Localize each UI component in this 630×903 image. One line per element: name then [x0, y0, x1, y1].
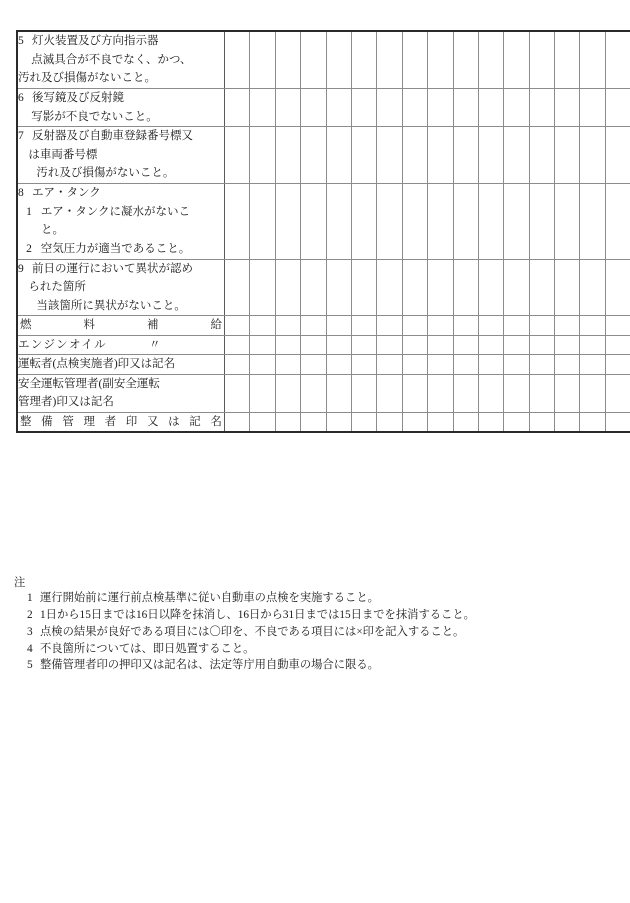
mark-cell[interactable] [326, 88, 351, 126]
mark-cell[interactable] [453, 316, 478, 335]
mark-cell[interactable] [275, 259, 300, 316]
mark-cell[interactable] [225, 374, 250, 412]
mark-cell[interactable] [605, 259, 630, 316]
mark-cell[interactable] [351, 31, 376, 88]
mark-cell[interactable] [478, 127, 503, 184]
mark-cell[interactable] [529, 316, 554, 335]
engine-oil-text [18, 336, 224, 354]
mark-cell[interactable] [402, 316, 427, 335]
mark-cell[interactable] [351, 184, 376, 260]
fuel-supply-text [18, 316, 224, 334]
mark-cell[interactable] [377, 412, 402, 432]
note-text: 1日から15日までは16日以降を抹消し、16日から31日までは15日までを抹消すること。 [40, 609, 475, 622]
mark-cell[interactable] [377, 355, 402, 374]
note-number: 3 [27, 625, 33, 638]
mark-cell[interactable] [326, 335, 351, 354]
table-row [17, 374, 630, 412]
mark-cell[interactable] [529, 88, 554, 126]
fuel-char: 料 [83, 319, 95, 332]
mark-cell[interactable] [275, 127, 300, 184]
mark-cell[interactable] [580, 335, 605, 354]
mark-cell[interactable] [301, 259, 326, 316]
table-row [17, 88, 630, 126]
mark-cell[interactable] [402, 335, 427, 354]
mark-cell[interactable] [529, 335, 554, 354]
mark-cell[interactable] [428, 88, 453, 126]
ditto-mark-icon: 〃 [149, 338, 161, 351]
mark-cell[interactable] [402, 259, 427, 316]
fuel-char: 補 [147, 319, 159, 332]
mark-cell[interactable] [326, 412, 351, 432]
note-number: 1 [27, 592, 33, 605]
mark-cell[interactable] [225, 259, 250, 316]
engine-oil-name: エンジンオイル [18, 338, 108, 351]
mark-cell[interactable] [453, 335, 478, 354]
note-item [14, 627, 614, 638]
maintenance-manager-seal-label [17, 412, 225, 432]
mark-cell[interactable] [250, 355, 275, 374]
note-number: 2 [27, 609, 33, 622]
mark-cell[interactable] [453, 355, 478, 374]
inspection-table-body [17, 31, 630, 432]
mark-cell[interactable] [301, 374, 326, 412]
mark-cell[interactable] [225, 31, 250, 88]
mark-cell[interactable] [275, 335, 300, 354]
mark-cell[interactable] [504, 31, 529, 88]
mark-cell[interactable] [555, 259, 580, 316]
table-row [17, 412, 630, 432]
mark-cell[interactable] [225, 316, 250, 335]
note-text: 整備管理者印の押印又は記名は、法定等庁用自動車の場合に限る。 [40, 659, 379, 672]
driver-seal-label [17, 355, 225, 374]
mark-cell[interactable] [301, 127, 326, 184]
fuel-char: 燃 [20, 319, 32, 332]
mark-cell[interactable] [250, 335, 275, 354]
mark-cell[interactable] [402, 184, 427, 260]
table-row [17, 127, 630, 184]
mark-cell[interactable] [275, 355, 300, 374]
table-row [17, 31, 630, 88]
mark-cell[interactable] [301, 88, 326, 126]
mark-cell[interactable] [301, 355, 326, 374]
table-row [17, 355, 630, 374]
mark-cell[interactable] [580, 259, 605, 316]
mark-cell[interactable] [555, 374, 580, 412]
mark-cell[interactable] [275, 184, 300, 260]
inspection-item-5-label [17, 31, 225, 88]
mark-cell[interactable] [326, 259, 351, 316]
mark-cell[interactable] [402, 412, 427, 432]
mark-cell[interactable] [580, 374, 605, 412]
mark-cell[interactable] [605, 335, 630, 354]
note-item [14, 593, 614, 604]
mark-cell[interactable] [428, 374, 453, 412]
mark-cell[interactable] [250, 31, 275, 88]
item-9-heading-cont: られた箇所 [28, 281, 86, 294]
mark-cell[interactable] [555, 355, 580, 374]
mark-cell[interactable] [504, 184, 529, 260]
mark-cell[interactable] [478, 31, 503, 88]
mark-cell[interactable] [351, 355, 376, 374]
mark-cell[interactable] [428, 127, 453, 184]
table-row [17, 259, 630, 316]
mark-cell[interactable] [377, 374, 402, 412]
mark-cell[interactable] [580, 184, 605, 260]
mark-cell[interactable] [225, 355, 250, 374]
mark-cell[interactable] [301, 316, 326, 335]
mark-cell[interactable] [555, 31, 580, 88]
item-7-line-1: 汚れ及び損傷がないこと。 [36, 167, 175, 180]
mm-char: は [168, 415, 180, 428]
mark-cell[interactable] [478, 412, 503, 432]
mark-cell[interactable] [428, 259, 453, 316]
mark-cell[interactable] [250, 374, 275, 412]
mark-cell[interactable] [529, 127, 554, 184]
item-5-number: 5 [18, 35, 24, 47]
mark-cell[interactable] [504, 335, 529, 354]
mark-cell[interactable] [529, 184, 554, 260]
mark-cell[interactable] [453, 184, 478, 260]
mm-char: 管 [62, 415, 74, 428]
mark-cell[interactable] [275, 412, 300, 432]
item-9-heading: 9 前日の運行において異状が認め [18, 260, 224, 279]
mark-cell[interactable] [377, 31, 402, 88]
mark-cell[interactable] [377, 259, 402, 316]
item-8-number: 8 [18, 187, 24, 199]
item-8-sub-1-cont: と。 [41, 224, 64, 237]
mark-cell[interactable] [402, 31, 427, 88]
mark-cell[interactable] [428, 184, 453, 260]
mark-cell[interactable] [377, 88, 402, 126]
inspection-item-8-label [17, 184, 225, 260]
note-text: 点検の結果が良好である項目には〇印を、不良である項目には×印を記入すること。 [40, 625, 465, 638]
mark-cell[interactable] [250, 412, 275, 432]
mark-cell[interactable] [351, 412, 376, 432]
mark-cell[interactable] [555, 184, 580, 260]
mark-cell[interactable] [402, 355, 427, 374]
mark-cell[interactable] [453, 88, 478, 126]
mark-cell[interactable] [428, 412, 453, 432]
inspection-item-6-label [17, 88, 225, 126]
mark-cell[interactable] [402, 374, 427, 412]
mark-cell[interactable] [250, 127, 275, 184]
mark-cell[interactable] [605, 412, 630, 432]
mm-char: 記 [189, 415, 201, 428]
mark-cell[interactable] [504, 412, 529, 432]
mark-cell[interactable] [580, 412, 605, 432]
mm-char: 備 [41, 415, 53, 428]
mark-cell[interactable] [351, 316, 376, 335]
mark-cell[interactable] [555, 335, 580, 354]
mm-char: 名 [210, 415, 222, 428]
mark-cell[interactable] [326, 31, 351, 88]
table-row [17, 335, 630, 354]
mark-cell[interactable] [580, 127, 605, 184]
mark-cell[interactable] [225, 412, 250, 432]
mark-cell[interactable] [478, 335, 503, 354]
table-row [17, 184, 630, 260]
note-text: 不良箇所については、即日処置すること。 [40, 642, 255, 655]
driver-seal-text: 運転者(点検実施者)印又は記名 [18, 358, 176, 371]
mark-cell[interactable] [605, 316, 630, 335]
note-number: 5 [27, 659, 33, 672]
mark-cell[interactable] [250, 316, 275, 335]
mark-cell[interactable] [428, 316, 453, 335]
mark-cell[interactable] [351, 374, 376, 412]
mark-cell[interactable] [301, 412, 326, 432]
mark-cell[interactable] [377, 184, 402, 260]
inspection-item-9-label [17, 259, 225, 316]
mark-cell[interactable] [326, 127, 351, 184]
mark-cell[interactable] [555, 412, 580, 432]
mark-cell[interactable] [605, 355, 630, 374]
mark-cell[interactable] [225, 335, 250, 354]
mark-cell[interactable] [301, 184, 326, 260]
mark-cell[interactable] [605, 31, 630, 88]
item-8-sub-2-number: 2 [26, 242, 32, 255]
mark-cell[interactable] [351, 259, 376, 316]
mm-char: 又 [146, 415, 159, 428]
mark-cell[interactable] [351, 127, 376, 184]
mark-cell[interactable] [250, 184, 275, 260]
mark-cell[interactable] [428, 335, 453, 354]
mark-cell[interactable] [580, 355, 605, 374]
mark-cell[interactable] [351, 335, 376, 354]
note-number: 4 [27, 642, 33, 655]
engine-oil-label [17, 335, 225, 354]
mark-cell[interactable] [453, 259, 478, 316]
mm-char: 印 [125, 415, 138, 428]
mark-cell[interactable] [453, 374, 478, 412]
mark-cell[interactable] [504, 374, 529, 412]
item-7-heading-cont: は車両番号標 [28, 148, 98, 161]
mark-cell[interactable] [580, 316, 605, 335]
mark-cell[interactable] [504, 355, 529, 374]
mark-cell[interactable] [351, 88, 376, 126]
mark-cell[interactable] [504, 316, 529, 335]
mark-cell[interactable] [605, 88, 630, 126]
mark-cell[interactable] [402, 127, 427, 184]
mark-cell[interactable] [605, 127, 630, 184]
mm-char: 整 [20, 415, 32, 428]
mark-cell[interactable] [453, 127, 478, 184]
table-row [17, 316, 630, 335]
inspection-table [16, 30, 630, 433]
mark-cell[interactable] [225, 88, 250, 126]
note-item [14, 644, 614, 655]
item-6-number: 6 [18, 91, 24, 104]
mark-cell[interactable] [478, 184, 503, 260]
item-8-heading: 8 エア・タンク [18, 184, 224, 203]
mark-cell[interactable] [504, 127, 529, 184]
mark-cell[interactable] [275, 31, 300, 88]
mark-cell[interactable] [529, 412, 554, 432]
item-6-heading: 6 後写鏡及び反射鏡 [18, 89, 224, 108]
mark-cell[interactable] [377, 335, 402, 354]
item-7-number: 7 [18, 130, 24, 143]
mark-cell[interactable] [402, 88, 427, 126]
fuel-char: 給 [210, 319, 222, 332]
mark-cell[interactable] [250, 88, 275, 126]
fuel-supply-label [17, 316, 225, 335]
mm-char: 理 [83, 415, 95, 428]
mark-cell[interactable] [377, 127, 402, 184]
mark-cell[interactable] [301, 335, 326, 354]
mark-cell[interactable] [250, 259, 275, 316]
mark-cell[interactable] [377, 316, 402, 335]
mark-cell[interactable] [326, 374, 351, 412]
mark-cell[interactable] [580, 88, 605, 126]
mark-cell[interactable] [326, 355, 351, 374]
mark-cell[interactable] [326, 184, 351, 260]
mark-cell[interactable] [326, 316, 351, 335]
safety-manager-line-1: 安全運転管理者(副安全運転 [18, 377, 160, 390]
mark-cell[interactable] [605, 184, 630, 260]
item-9-number: 9 [18, 262, 24, 275]
item-5-line-1: 点滅具合が不良でなく、かつ、 [31, 53, 192, 66]
item-8-sub-1-number: 1 [26, 205, 32, 218]
mark-cell[interactable] [301, 31, 326, 88]
safety-manager-seal-label [17, 374, 225, 412]
mark-cell[interactable] [428, 31, 453, 88]
item-5-line-2: 汚れ及び損傷がないこと。 [18, 72, 156, 85]
mark-cell[interactable] [428, 355, 453, 374]
note-item [14, 660, 614, 671]
mark-cell[interactable] [225, 127, 250, 184]
maintenance-manager-text [18, 413, 224, 431]
mark-cell[interactable] [453, 31, 478, 88]
note-item [14, 610, 614, 621]
mark-cell[interactable] [275, 316, 300, 335]
mark-cell[interactable] [605, 374, 630, 412]
safety-manager-line-2: 管理者)印又は記名 [18, 396, 114, 409]
item-7-heading: 7 反射器及び自動車登録番号標又 [18, 127, 224, 146]
mark-cell[interactable] [275, 374, 300, 412]
mark-cell[interactable] [275, 88, 300, 126]
item-9-line-1: 当該箇所に異状がないこと。 [36, 299, 186, 312]
mark-cell[interactable] [478, 355, 503, 374]
mark-cell[interactable] [555, 316, 580, 335]
mark-cell[interactable] [529, 31, 554, 88]
mark-cell[interactable] [580, 31, 605, 88]
mark-cell[interactable] [453, 412, 478, 432]
mark-cell[interactable] [478, 374, 503, 412]
mark-cell[interactable] [529, 259, 554, 316]
mark-cell[interactable] [555, 88, 580, 126]
notes-section [14, 578, 614, 677]
mark-cell[interactable] [478, 88, 503, 126]
item-8-sub-1: 1 エア・タンクに凝水がないこ [18, 203, 224, 222]
mm-char: 者 [104, 415, 117, 428]
mark-cell[interactable] [504, 259, 529, 316]
mark-cell[interactable] [478, 259, 503, 316]
item-5-heading: 5 灯火装置及び方向指示器 [18, 32, 224, 51]
mark-cell[interactable] [555, 127, 580, 184]
mark-cell[interactable] [225, 184, 250, 260]
mark-cell[interactable] [504, 88, 529, 126]
item-6-line-1: 写影が不良でないこと。 [31, 110, 158, 123]
mark-cell[interactable] [529, 355, 554, 374]
inspection-item-7-label [17, 127, 225, 184]
mark-cell[interactable] [529, 374, 554, 412]
item-8-sub-2: 2 空気圧力が適当であること。 [18, 240, 224, 259]
mark-cell[interactable] [478, 316, 503, 335]
note-text: 運行開始前に運行前点検基準に従い自動車の点検を実施すること。 [40, 592, 379, 605]
notes-title: 注 [14, 577, 26, 589]
